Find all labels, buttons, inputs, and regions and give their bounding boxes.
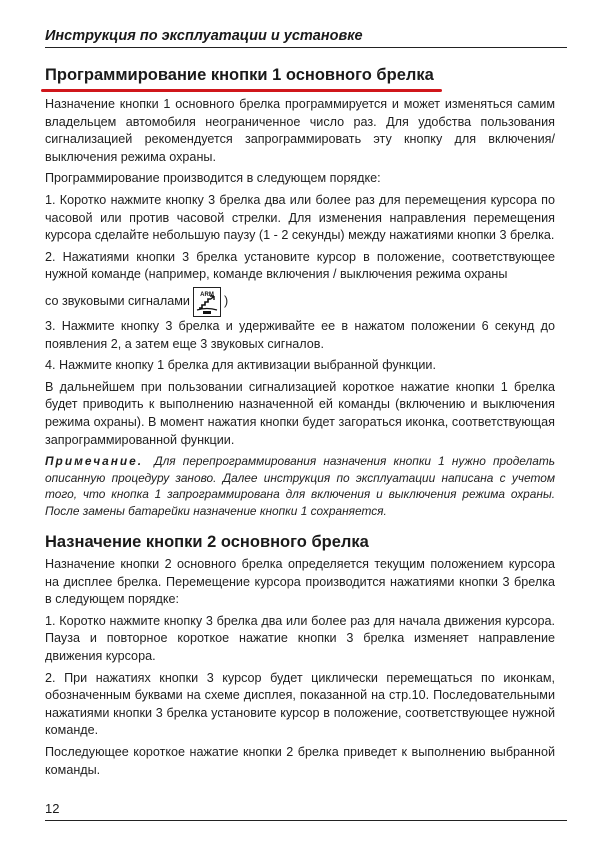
section-2-paragraph-2: Последующее короткое нажатие кнопки 2 брелка приведет к выполнению выбранной команды. bbox=[45, 745, 555, 777]
section-1-step-2-continuation bbox=[45, 286, 555, 318]
section-1-heading bbox=[45, 64, 555, 88]
section-2-step-1: 1. Коротко нажмите кнопку 3 брелка два или более раз для начала движения курсора. Пауза и повторное короткое нажатие кнопки 3 брелка изменяет направление движения курсора. bbox=[45, 613, 555, 664]
note-label: Примечание. bbox=[45, 454, 144, 469]
page-content bbox=[45, 64, 555, 779]
arm-sound-icon-graphic bbox=[194, 288, 220, 316]
red-underline bbox=[41, 89, 442, 92]
section-2-paragraph-1: Назначение кнопки 2 основного брелка определяется текущим положением курсора на дисплее брелка. Перемещение курсора производится нажатиями кнопки 3 брелка в следующем порядке: bbox=[45, 557, 555, 607]
step-2-close-paren: ) bbox=[223, 294, 229, 309]
page-number: 12 bbox=[45, 801, 60, 816]
section-1-paragraph-2: Программирование производится в следующем порядке: bbox=[45, 171, 381, 186]
footer-rule bbox=[45, 820, 567, 821]
step-2-sound-text: со звуковыми сигналами bbox=[45, 294, 190, 309]
arm-icon-label: ARM bbox=[200, 291, 214, 298]
arm-sound-icon bbox=[193, 287, 221, 317]
section-1-title: Программирование кнопки 1 основного брелка bbox=[45, 66, 434, 84]
section-1-step-1: 1. Коротко нажмите кнопку 3 брелка два или более раз для перемещения курсора по часовой или против часовой стрелки. Для изменения направления перемещения курсора сделайте небольшую паузу (1 - 2 секунды) между нажатиями кнопки 3 брелка. bbox=[45, 192, 555, 243]
section-1-step-2: 2. Нажатиями кнопки 3 брелка установите курсор в положение, соответствующее нужной команде (например, команде включения / выключения режима охраны bbox=[45, 249, 555, 282]
section-1-step-4: 4. Нажмите кнопку 1 брелка для активизации выбранной функции. bbox=[45, 358, 436, 373]
section-1-paragraph-3: В дальнейшем при пользовании сигнализацией короткое нажатие кнопки 1 брелка будет приводить к выполнению назначенной ей команды (включению и выключения режима охраны). В момент нажатия кнопки будет загораться иконка, соответствующая запрограммированной функции. bbox=[45, 379, 555, 447]
section-1-step-3: 3. Нажмите кнопку 3 брелка и удерживайте ее в нажатом положении 6 секунд до появления 2, а затем еще 3 звуковых сигналов. bbox=[45, 318, 555, 351]
section-2-step-2: 2. При нажатиях кнопки 3 курсор будет циклически перемещаться по иконкам, обозначенным буквами на схеме дисплея, показанной на стр.10. Последовательными нажатиями кнопки 3 брелка установите курсор в положение, соответствующее нужной команде. bbox=[45, 670, 555, 738]
note-block bbox=[45, 453, 555, 519]
note-text: Для перепрограммирования назначения кнопки 1 нужно проделать описанную процедуру заново. Далее инструкция по эксплуатации написана с учетом того, что кнопка 1 запрограммирована для включения и выключения режима охраны. После замены батарейки назначение кнопки 1 сохраняется. bbox=[45, 454, 555, 518]
section-1-title-wrap bbox=[45, 64, 434, 88]
running-header: Инструкция по эксплуатации и установке bbox=[45, 28, 567, 48]
section-1-paragraph-1: Назначение кнопки 1 основного брелка программируется и может изменяться самим владельцем автомобиля неограниченное число раз. Для удобства пользования сигнализацией рекомендуется запрограммировать эту кнопку для включения/выключения режима охраны. bbox=[45, 97, 555, 164]
section-2-heading: Назначение кнопки 2 основного брелка bbox=[45, 533, 369, 552]
